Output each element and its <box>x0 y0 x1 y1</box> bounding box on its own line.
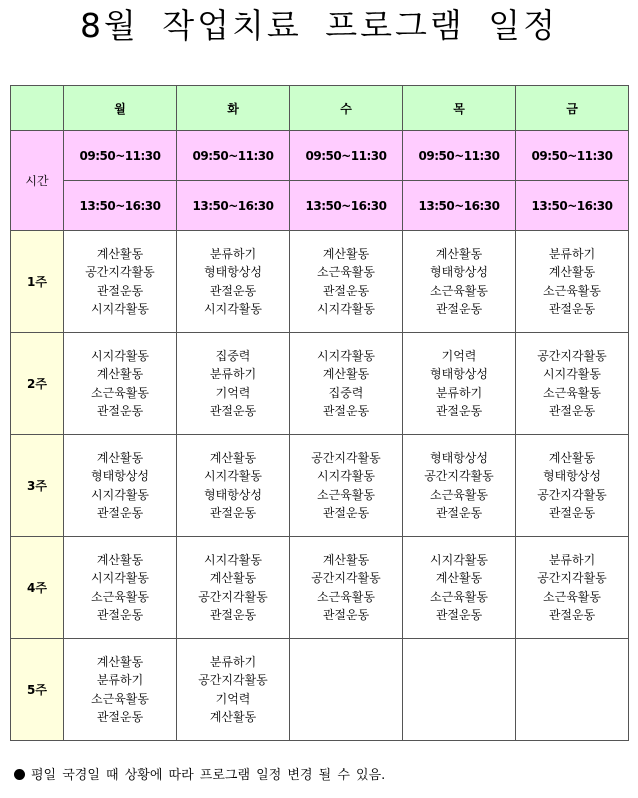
activity-item: 계산활동 <box>209 710 257 724</box>
week-row-3 <box>11 435 629 537</box>
activity-item: 시지각활동 <box>317 469 375 483</box>
activity-cell <box>403 537 516 639</box>
activity-cell <box>64 231 177 333</box>
day-header-wed: 수 <box>290 86 403 131</box>
day-header-fri: 금 <box>516 86 629 131</box>
time-slot-pm: 13:50~16:30 <box>516 181 629 231</box>
activity-cell <box>64 435 177 537</box>
activity-item: 관절운동 <box>548 302 596 316</box>
activity-item: 공간지각활동 <box>537 571 607 585</box>
empty-cell <box>290 639 403 741</box>
activity-item: 관절운동 <box>322 404 370 418</box>
footnote-text: 평일 국경일 때 상황에 따라 프로그램 일정 변경 될 수 있음. <box>31 768 386 783</box>
activity-item: 관절운동 <box>209 404 257 418</box>
activity-item: 시지각활동 <box>204 302 262 316</box>
activity-item: 소근육활동 <box>430 283 488 298</box>
activity-item: 소근육활동 <box>91 691 149 706</box>
activity-item: 소근육활동 <box>430 487 488 502</box>
activity-item: 공간지각활동 <box>424 469 494 483</box>
time-row-am <box>11 131 629 181</box>
activity-item: 시지각활동 <box>91 571 149 585</box>
activity-item: 분류하기 <box>209 246 257 261</box>
activity-cell <box>290 231 403 333</box>
activity-item: 소근육활동 <box>430 589 488 604</box>
activity-item: 분류하기 <box>435 385 483 400</box>
activity-cell <box>516 537 629 639</box>
activity-item: 시지각활동 <box>204 552 262 567</box>
activity-cell <box>516 333 629 435</box>
day-header-tue: 화 <box>177 86 290 131</box>
time-slot-am: 09:50~11:30 <box>64 131 177 181</box>
activity-item: 계산활동 <box>209 571 257 585</box>
activity-item: 계산활동 <box>322 246 370 261</box>
activity-item: 시지각활동 <box>317 302 375 316</box>
activity-item: 관절운동 <box>96 404 144 418</box>
activity-item: 관절운동 <box>96 608 144 622</box>
activity-item: 소근육활동 <box>543 385 601 400</box>
page-title: 8월 작업치료 프로그램 일정 <box>79 6 559 45</box>
bullet-icon <box>14 769 25 780</box>
activity-item: 형태항상성 <box>204 265 262 279</box>
activity-item: 관절운동 <box>322 283 370 298</box>
activity-item: 기억력 <box>215 385 251 400</box>
activity-item: 계산활동 <box>548 450 596 465</box>
corner-cell <box>11 86 64 131</box>
activity-cell <box>290 537 403 639</box>
empty-cell <box>403 639 516 741</box>
activity-item: 계산활동 <box>96 654 144 669</box>
time-slot-am: 09:50~11:30 <box>403 131 516 181</box>
activity-item: 관절운동 <box>435 404 483 418</box>
activity-item: 관절운동 <box>209 608 257 622</box>
activity-item: 집중력 <box>215 348 251 363</box>
activity-item: 시지각활동 <box>317 348 375 363</box>
activity-item: 시지각활동 <box>91 302 149 316</box>
activity-item: 시지각활동 <box>91 348 149 363</box>
activity-item: 형태항상성 <box>91 469 149 483</box>
activity-item: 관절운동 <box>96 506 144 520</box>
activity-item: 계산활동 <box>548 265 596 279</box>
activity-cell <box>177 537 290 639</box>
activity-item: 계산활동 <box>209 450 257 465</box>
activity-cell <box>516 435 629 537</box>
activity-cell <box>177 639 290 741</box>
activity-item: 시지각활동 <box>91 487 149 502</box>
activity-item: 소근육활동 <box>91 385 149 400</box>
activity-item: 관절운동 <box>548 608 596 622</box>
activity-item: 관절운동 <box>96 283 144 298</box>
activity-item: 형태항상성 <box>204 487 262 502</box>
activity-item: 기억력 <box>215 691 251 706</box>
activity-item: 공간지각활동 <box>311 571 381 585</box>
activity-item: 형태항상성 <box>543 469 601 483</box>
activity-item: 계산활동 <box>96 367 144 381</box>
activity-cell <box>403 435 516 537</box>
activity-cell <box>177 231 290 333</box>
activity-item: 공간지각활동 <box>85 265 155 279</box>
activity-item: 계산활동 <box>322 552 370 567</box>
activity-item: 공간지각활동 <box>537 487 607 502</box>
activity-item: 시지각활동 <box>430 552 488 567</box>
day-header-row <box>11 86 629 131</box>
activity-item: 형태항상성 <box>430 450 488 465</box>
activity-cell <box>403 333 516 435</box>
activity-item: 소근육활동 <box>543 589 601 604</box>
activity-cell <box>290 333 403 435</box>
footnote <box>14 766 385 786</box>
week-label: 1주 <box>11 231 64 333</box>
activity-cell <box>64 639 177 741</box>
activity-item: 소근육활동 <box>317 487 375 502</box>
activity-item: 분류하기 <box>548 246 596 261</box>
activity-item: 공간지각활동 <box>311 450 381 465</box>
activity-item: 계산활동 <box>96 450 144 465</box>
empty-cell <box>516 639 629 741</box>
week-row-5 <box>11 639 629 741</box>
activity-item: 분류하기 <box>548 552 596 567</box>
week-label: 3주 <box>11 435 64 537</box>
time-slot-pm: 13:50~16:30 <box>177 181 290 231</box>
activity-item: 기억력 <box>441 348 477 363</box>
activity-item: 관절운동 <box>322 506 370 520</box>
activity-item: 공간지각활동 <box>537 348 607 363</box>
activity-item: 관절운동 <box>435 506 483 520</box>
activity-item: 소근육활동 <box>317 265 375 279</box>
activity-item: 관절운동 <box>96 710 144 724</box>
activity-item: 관절운동 <box>322 608 370 622</box>
time-slot-pm: 13:50~16:30 <box>64 181 177 231</box>
time-slot-pm: 13:50~16:30 <box>403 181 516 231</box>
time-slot-am: 09:50~11:30 <box>290 131 403 181</box>
day-header-thu: 목 <box>403 86 516 131</box>
activity-cell <box>177 333 290 435</box>
activity-item: 시지각활동 <box>204 469 262 483</box>
day-header-mon: 월 <box>64 86 177 131</box>
activity-item: 분류하기 <box>209 654 257 669</box>
activity-item: 계산활동 <box>435 571 483 585</box>
activity-item: 형태항상성 <box>430 265 488 279</box>
activity-cell <box>177 435 290 537</box>
week-row-4 <box>11 537 629 639</box>
activity-item: 관절운동 <box>209 283 257 298</box>
activity-item: 공간지각활동 <box>198 589 268 604</box>
activity-cell <box>64 537 177 639</box>
activity-item: 시지각활동 <box>543 367 601 381</box>
activity-item: 공간지각활동 <box>198 673 268 687</box>
activity-item: 관절운동 <box>548 404 596 418</box>
activity-item: 계산활동 <box>96 246 144 261</box>
time-row-label: 시간 <box>11 131 64 231</box>
activity-cell <box>516 231 629 333</box>
activity-item: 분류하기 <box>209 367 257 381</box>
week-label: 4주 <box>11 537 64 639</box>
week-row-2 <box>11 333 629 435</box>
activity-item: 소근육활동 <box>543 283 601 298</box>
time-row-pm <box>11 181 629 231</box>
activity-cell <box>290 435 403 537</box>
activity-item: 계산활동 <box>435 246 483 261</box>
activity-item: 소근육활동 <box>317 589 375 604</box>
activity-item: 집중력 <box>328 385 364 400</box>
week-label: 5주 <box>11 639 64 741</box>
activity-item: 분류하기 <box>96 673 144 687</box>
week-label: 2주 <box>11 333 64 435</box>
activity-item: 관절운동 <box>435 302 483 316</box>
activity-item: 관절운동 <box>209 506 257 520</box>
activity-item: 계산활동 <box>322 367 370 381</box>
week-row-1 <box>11 231 629 333</box>
activity-item: 관절운동 <box>435 608 483 622</box>
activity-item: 형태항상성 <box>430 367 488 381</box>
activity-item: 소근육활동 <box>91 589 149 604</box>
activity-item: 관절운동 <box>548 506 596 520</box>
time-slot-am: 09:50~11:30 <box>516 131 629 181</box>
time-slot-pm: 13:50~16:30 <box>290 181 403 231</box>
schedule-table <box>10 85 629 741</box>
activity-cell <box>403 231 516 333</box>
activity-item: 계산활동 <box>96 552 144 567</box>
activity-cell <box>64 333 177 435</box>
time-slot-am: 09:50~11:30 <box>177 131 290 181</box>
